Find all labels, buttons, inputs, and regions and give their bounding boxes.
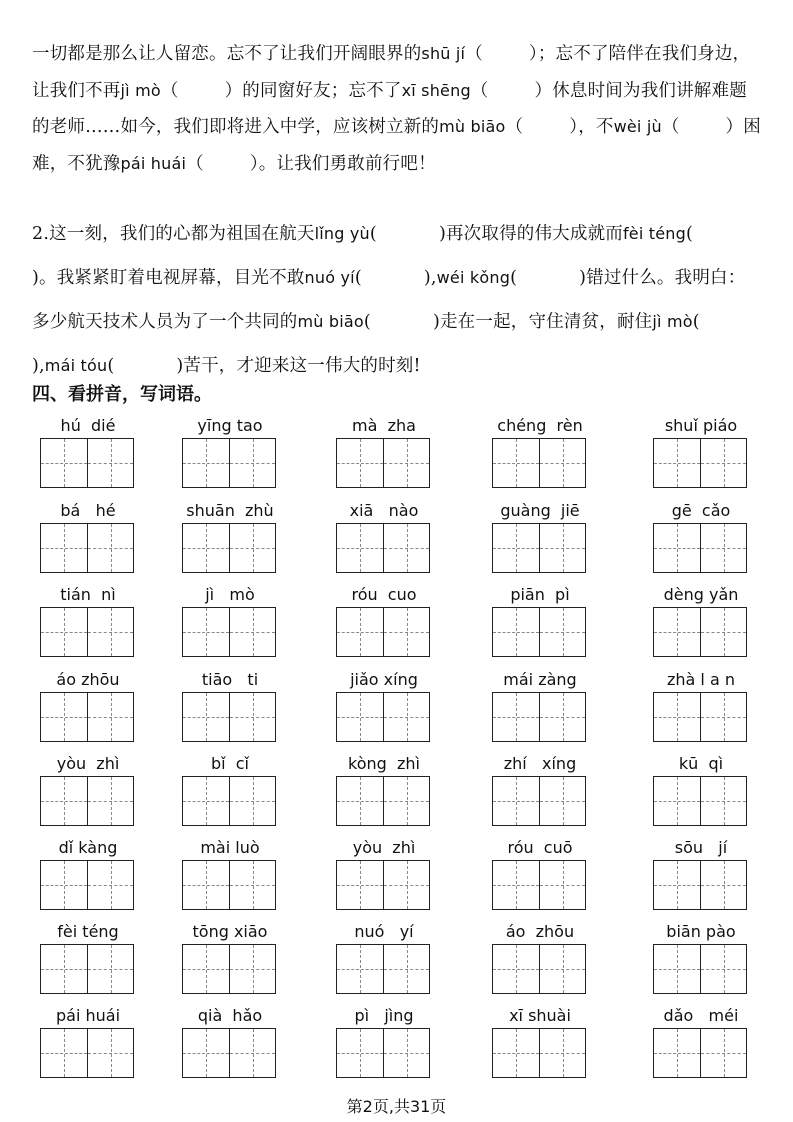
writing-grid: [336, 607, 430, 657]
word-pinyin: shuǐ piáo: [664, 416, 738, 435]
character-box[interactable]: [229, 861, 275, 909]
text-segment: ；忘不了陪伴在我们身边，让我们不再: [32, 44, 751, 101]
character-box[interactable]: [183, 861, 229, 909]
text-segment: ,: [39, 356, 45, 376]
word-item: [492, 1006, 642, 1088]
character-box[interactable]: [383, 693, 429, 741]
character-box[interactable]: [383, 777, 429, 825]
character-box[interactable]: [654, 524, 700, 572]
character-box[interactable]: [539, 524, 585, 572]
word-pinyin: áo zhōu: [505, 922, 575, 941]
writing-grid: [182, 438, 276, 488]
word-pinyin: kòng zhì: [348, 754, 420, 773]
pinyin-prompt: pái huái: [120, 153, 187, 173]
word-pinyin: tōng xiāo: [192, 922, 268, 941]
word-item: [653, 922, 793, 1004]
word-item: [653, 585, 793, 667]
character-box[interactable]: [41, 524, 87, 572]
character-box[interactable]: [229, 608, 275, 656]
page-footer: 第2页,共31页: [346, 1097, 447, 1116]
character-box[interactable]: [87, 524, 133, 572]
character-box[interactable]: [700, 608, 746, 656]
word-item: [40, 501, 190, 583]
word-item: [492, 922, 642, 1004]
character-box[interactable]: [183, 693, 229, 741]
word-item: [182, 838, 332, 920]
word-pinyin: dǎo méi: [663, 1006, 739, 1025]
character-box[interactable]: [383, 945, 429, 993]
character-box[interactable]: [493, 1029, 539, 1077]
word-item: [40, 754, 190, 836]
character-box[interactable]: [700, 777, 746, 825]
section-title: 四、看拼音，写词语。: [32, 384, 212, 405]
character-box[interactable]: [493, 861, 539, 909]
character-box[interactable]: [654, 945, 700, 993]
word-pinyin: róu cuō: [507, 838, 573, 857]
word-pinyin: bǐ cǐ: [210, 754, 249, 773]
word-pinyin: bá hé: [60, 501, 116, 520]
word-item: [492, 754, 642, 836]
character-box[interactable]: [41, 693, 87, 741]
word-item: [492, 670, 642, 752]
text-segment: 休息时间为我们讲解难题的老师……如今，我们即将进入中学，应该树立新的: [32, 80, 747, 137]
pinyin-prompt: shū jí: [421, 44, 466, 63]
word-pinyin: yīng tao: [197, 416, 263, 435]
character-box[interactable]: [493, 439, 539, 487]
writing-grid: [492, 776, 586, 826]
character-box[interactable]: [183, 524, 229, 572]
character-box[interactable]: [700, 693, 746, 741]
character-box[interactable]: [183, 777, 229, 825]
character-box[interactable]: [183, 1029, 229, 1077]
writing-grid: [40, 523, 134, 573]
pinyin-prompt: nuó yí: [304, 268, 355, 287]
word-pinyin: fèi téng: [57, 922, 119, 941]
character-box[interactable]: [493, 524, 539, 572]
word-item: [182, 501, 332, 583]
writing-grid: [182, 860, 276, 910]
word-pinyin: gē cǎo: [671, 501, 731, 520]
word-pinyin: pái huái: [55, 1006, 121, 1025]
character-box[interactable]: [229, 693, 275, 741]
word-item: [336, 754, 486, 836]
character-box[interactable]: [539, 693, 585, 741]
character-box[interactable]: [654, 1029, 700, 1077]
writing-grid: [492, 1028, 586, 1078]
character-box[interactable]: [87, 693, 133, 741]
text-segment: 。让我们勇敢前行吧！: [258, 153, 436, 174]
character-box[interactable]: [383, 524, 429, 572]
character-box[interactable]: [41, 861, 87, 909]
writing-grid: [40, 607, 134, 657]
character-box[interactable]: [87, 1029, 133, 1077]
character-box[interactable]: [493, 608, 539, 656]
writing-grid: [336, 438, 430, 488]
character-box[interactable]: [87, 608, 133, 656]
text-segment: 。我紧紧盯着电视屏幕，目光不敢: [39, 268, 305, 288]
pinyin-prompt: wèi jù: [613, 117, 662, 136]
word-item: [182, 416, 332, 498]
character-box[interactable]: [654, 608, 700, 656]
character-box[interactable]: [229, 1029, 275, 1077]
word-pinyin: tiāo ti: [201, 670, 259, 689]
word-pinyin: zhí xíng: [503, 754, 577, 773]
writing-grid: [653, 438, 747, 488]
word-pinyin: jì mò: [205, 585, 255, 604]
character-box[interactable]: [539, 1029, 585, 1077]
character-box[interactable]: [41, 945, 87, 993]
word-item: [40, 922, 190, 1004]
character-box[interactable]: [654, 693, 700, 741]
writing-grid: [492, 523, 586, 573]
pinyin-prompt: jì mò: [120, 80, 161, 100]
character-box[interactable]: [337, 693, 383, 741]
writing-grid: [40, 692, 134, 742]
word-item: [336, 922, 486, 1004]
character-box[interactable]: [229, 439, 275, 487]
character-box[interactable]: [383, 1029, 429, 1077]
word-item: [492, 585, 642, 667]
pinyin-prompt: xī shēng: [401, 80, 471, 100]
character-box[interactable]: [539, 777, 585, 825]
character-box[interactable]: [700, 524, 746, 572]
text-segment: ,: [430, 268, 437, 288]
pinyin-prompt: jì mò: [652, 312, 693, 331]
writing-grid: [336, 1028, 430, 1078]
word-item: [653, 501, 793, 583]
writing-grid: [40, 776, 134, 826]
character-box[interactable]: [87, 439, 133, 487]
word-item: [653, 754, 793, 836]
character-box[interactable]: [383, 439, 429, 487]
word-pinyin: jiǎo xíng: [350, 670, 418, 689]
writing-grid: [336, 776, 430, 826]
pinyin-prompt: mù biāo: [439, 117, 506, 136]
word-item: [40, 416, 190, 498]
word-pinyin: shuān zhù: [186, 501, 274, 520]
character-box[interactable]: [229, 524, 275, 572]
text-segment: 走在一起，守住清贫，耐住: [439, 312, 653, 332]
character-box[interactable]: [654, 777, 700, 825]
word-item: [40, 670, 190, 752]
word-item: [182, 585, 332, 667]
text-segment: 苦干，才迎来这一伟大的时刻!: [183, 356, 421, 376]
word-pinyin: áo zhōu: [56, 670, 120, 689]
word-pinyin: piān pì: [510, 585, 570, 604]
word-pinyin: mài luò: [200, 838, 260, 857]
writing-grid: [182, 607, 276, 657]
character-box[interactable]: [539, 945, 585, 993]
writing-grid: [182, 776, 276, 826]
word-pinyin: biān pào: [666, 922, 736, 941]
word-item: [336, 1006, 486, 1088]
character-box[interactable]: [539, 608, 585, 656]
writing-grid: [492, 438, 586, 488]
writing-grid: [40, 944, 134, 994]
character-box[interactable]: [337, 945, 383, 993]
writing-grid: [653, 523, 747, 573]
word-item: [492, 501, 642, 583]
word-item: [40, 585, 190, 667]
writing-grid: [182, 944, 276, 994]
word-item: [336, 838, 486, 920]
writing-grid: [653, 944, 747, 994]
word-item: [336, 416, 486, 498]
character-box[interactable]: [383, 861, 429, 909]
writing-grid: [336, 944, 430, 994]
character-box[interactable]: [700, 439, 746, 487]
writing-grid: [40, 1028, 134, 1078]
word-pinyin: qià hǎo: [197, 1006, 263, 1025]
writing-grid: [336, 523, 430, 573]
character-box[interactable]: [700, 861, 746, 909]
pinyin-prompt: fèi téng: [622, 224, 686, 243]
word-item: [653, 838, 793, 920]
text-segment: 的同窗好友；忘不了: [242, 80, 402, 101]
character-box[interactable]: [493, 945, 539, 993]
pinyin-prompt: mù biāo: [297, 312, 364, 331]
word-pinyin: nuó yí: [354, 922, 414, 941]
writing-grid: [182, 523, 276, 573]
pinyin-prompt: mái tóu: [44, 356, 108, 375]
character-box[interactable]: [493, 777, 539, 825]
character-box[interactable]: [539, 439, 585, 487]
text-segment: 一切都是那么让人留恋。忘不了让我们开阔眼界的: [32, 44, 422, 64]
word-item: [653, 1006, 793, 1088]
text-segment: ，不: [578, 117, 614, 137]
text-segment: 再次取得的伟大成就而: [445, 224, 623, 244]
character-box[interactable]: [337, 524, 383, 572]
character-box[interactable]: [654, 861, 700, 909]
character-box[interactable]: [700, 945, 746, 993]
character-box[interactable]: [493, 693, 539, 741]
character-box[interactable]: [183, 439, 229, 487]
word-pinyin: mà zha: [352, 416, 416, 435]
word-pinyin: kū qì: [678, 754, 724, 773]
text-segment: 2.这一刻，我们的心都为祖国在航天: [32, 224, 315, 244]
pinyin-prompt: wéi kǒng: [436, 268, 511, 287]
word-pinyin: dèng yǎn: [663, 585, 739, 604]
word-item: [40, 838, 190, 920]
character-box[interactable]: [183, 608, 229, 656]
word-pinyin: yòu zhì: [56, 754, 120, 773]
character-box[interactable]: [337, 439, 383, 487]
text-segment: 困难，不犹豫: [32, 117, 761, 174]
word-item: [492, 838, 642, 920]
word-pinyin: mái zàng: [503, 670, 577, 689]
writing-grid: [653, 692, 747, 742]
word-pinyin: róu cuo: [351, 585, 417, 604]
word-item: [336, 670, 486, 752]
writing-grid: [40, 860, 134, 910]
character-box[interactable]: [654, 439, 700, 487]
word-item: [336, 585, 486, 667]
word-pinyin: zhà l a n: [667, 670, 735, 689]
word-pinyin: hú dié: [60, 416, 116, 435]
word-item: [653, 416, 793, 498]
character-box[interactable]: [229, 777, 275, 825]
character-box[interactable]: [41, 1029, 87, 1077]
writing-grid: [492, 944, 586, 994]
character-box[interactable]: [337, 608, 383, 656]
word-pinyin: xiā nào: [349, 501, 419, 520]
writing-grid: [653, 1028, 747, 1078]
character-box[interactable]: [229, 945, 275, 993]
character-box[interactable]: [183, 945, 229, 993]
character-box[interactable]: [539, 861, 585, 909]
word-pinyin: tián nì: [60, 585, 116, 604]
paragraph-2: 2.这一刻，我们的心都为祖国在航天lǐng yù( )再次取得的伟大成就而fèi téng()。我紧紧盯着电视屏幕，目光不敢nuó yí( ),wéi kǒng( )错过什么。我明白：多少航天技术人员为了一个共同的mù biāo( )走在一起，守住清贫，耐住jì mò(),mái tóu( )苦干，才迎来这一伟大的时刻!: [32, 224, 746, 376]
word-item: [336, 501, 486, 583]
writing-grid: [492, 607, 586, 657]
character-box[interactable]: [41, 439, 87, 487]
character-box[interactable]: [383, 608, 429, 656]
word-item: [182, 1006, 332, 1088]
word-pinyin: guàng jiē: [500, 501, 580, 520]
word-pinyin: chéng rèn: [497, 416, 583, 435]
word-pinyin: yòu zhì: [352, 838, 416, 857]
word-item: [182, 754, 332, 836]
writing-grid: [653, 607, 747, 657]
writing-grid: [492, 860, 586, 910]
character-box[interactable]: [87, 945, 133, 993]
writing-grid: [492, 692, 586, 742]
character-box[interactable]: [87, 777, 133, 825]
writing-grid: [182, 692, 276, 742]
word-item: [182, 922, 332, 1004]
writing-grid: [653, 860, 747, 910]
paragraph-1: 一切都是那么让人留恋。忘不了让我们开阔眼界的shū jí（ ）；忘不了陪伴在我们身边，让我们不再jì mò（ ）的同窗好友；忘不了xī shēng（ ）休息时间为我们讲解难题的老师……如今，我们即将进入中学，应该树立新的mù biāo（ ），不wèi jù（ ）困难，不犹豫pái huái（ ）。让我们勇敢前行吧！: [32, 44, 761, 174]
text-segment: 错过什么。我明白：多少航天技术人员为了一个共同的: [32, 268, 746, 332]
word-item: [492, 416, 642, 498]
character-box[interactable]: [337, 1029, 383, 1077]
character-box[interactable]: [41, 608, 87, 656]
pinyin-prompt: lǐng yù: [314, 224, 370, 243]
writing-grid: [653, 776, 747, 826]
character-box[interactable]: [337, 861, 383, 909]
character-box[interactable]: [337, 777, 383, 825]
word-item: [182, 670, 332, 752]
word-pinyin: dǐ kàng: [58, 838, 118, 857]
character-box[interactable]: [700, 1029, 746, 1077]
word-pinyin: pì jìng: [354, 1006, 414, 1025]
character-box[interactable]: [41, 777, 87, 825]
character-box[interactable]: [87, 861, 133, 909]
word-pinyin: xī shuài: [509, 1006, 571, 1025]
writing-grid: [40, 438, 134, 488]
writing-grid: [336, 860, 430, 910]
word-item: [653, 670, 793, 752]
word-item: [40, 1006, 190, 1088]
writing-grid: [182, 1028, 276, 1078]
word-pinyin: sōu jí: [674, 838, 728, 857]
writing-grid: [336, 692, 430, 742]
